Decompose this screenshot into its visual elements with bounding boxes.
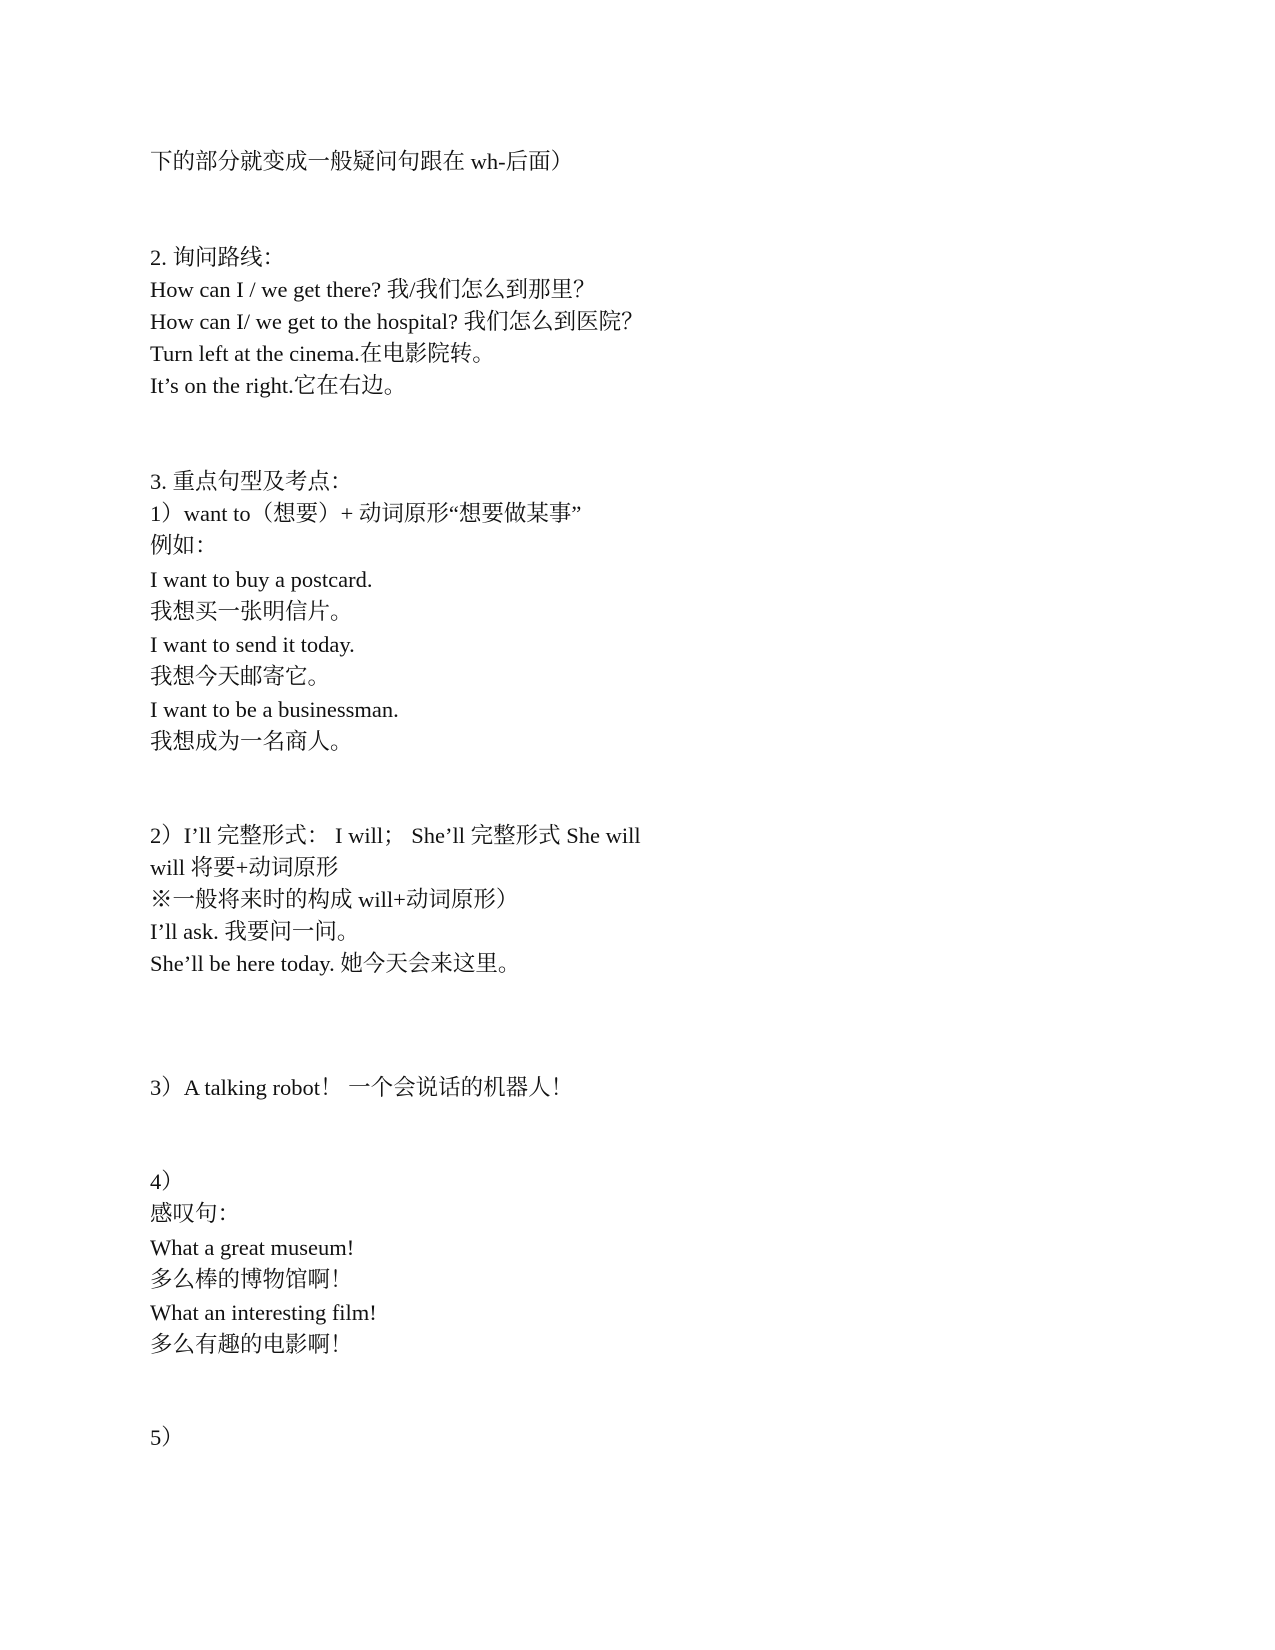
text-line: She’ll be here today. 她今天会来这里。 — [150, 951, 521, 976]
text-line: It’s on the right.它在右边。 — [150, 373, 407, 398]
text-line: 下的部分就变成一般疑问句跟在 wh-后面） — [150, 149, 574, 174]
text-line: will 将要+动词原形 — [150, 855, 339, 880]
text-line: I’ll ask. 我要问一问。 — [150, 919, 360, 944]
text-line: 2）I’ll 完整形式： I will； She’ll 完整形式 She will — [150, 823, 641, 848]
text-line: 多么有趣的电影啊！ — [150, 1332, 353, 1357]
text-line: 我想成为一名商人。 — [150, 729, 353, 754]
text-line: 例如： — [150, 533, 218, 558]
text-line: 5） — [150, 1425, 184, 1450]
text-line: 我想今天邮寄它。 — [150, 664, 331, 689]
text-line: I want to buy a postcard. — [150, 567, 373, 592]
text-line: ※一般将来时的构成 will+动词原形） — [150, 887, 519, 912]
text-line: I want to send it today. — [150, 632, 355, 657]
section-heading: 3. 重点句型及考点： — [150, 469, 353, 494]
text-line: 4） — [150, 1169, 184, 1194]
text-line: 我想买一张明信片。 — [150, 599, 353, 624]
text-line: 1）want to（想要）+ 动词原形“想要做某事” — [150, 501, 582, 526]
text-line: 感叹句： — [150, 1201, 241, 1226]
text-line: What an interesting film! — [150, 1300, 377, 1325]
text-line: How can I / we get there? 我/我们怎么到那里？ — [150, 277, 596, 302]
text-line: 多么棒的博物馆啊！ — [150, 1267, 353, 1292]
text-line: What a great museum! — [150, 1235, 355, 1260]
text-line: How can I/ we get to the hospital? 我们怎么到医院？ — [150, 309, 644, 334]
section-heading: 2. 询问路线： — [150, 245, 286, 270]
text-line: 3）A talking robot！ 一个会说话的机器人！ — [150, 1075, 574, 1100]
text-line: I want to be a businessman. — [150, 697, 399, 722]
text-line: Turn left at the cinema.在电影院转。 — [150, 341, 495, 366]
